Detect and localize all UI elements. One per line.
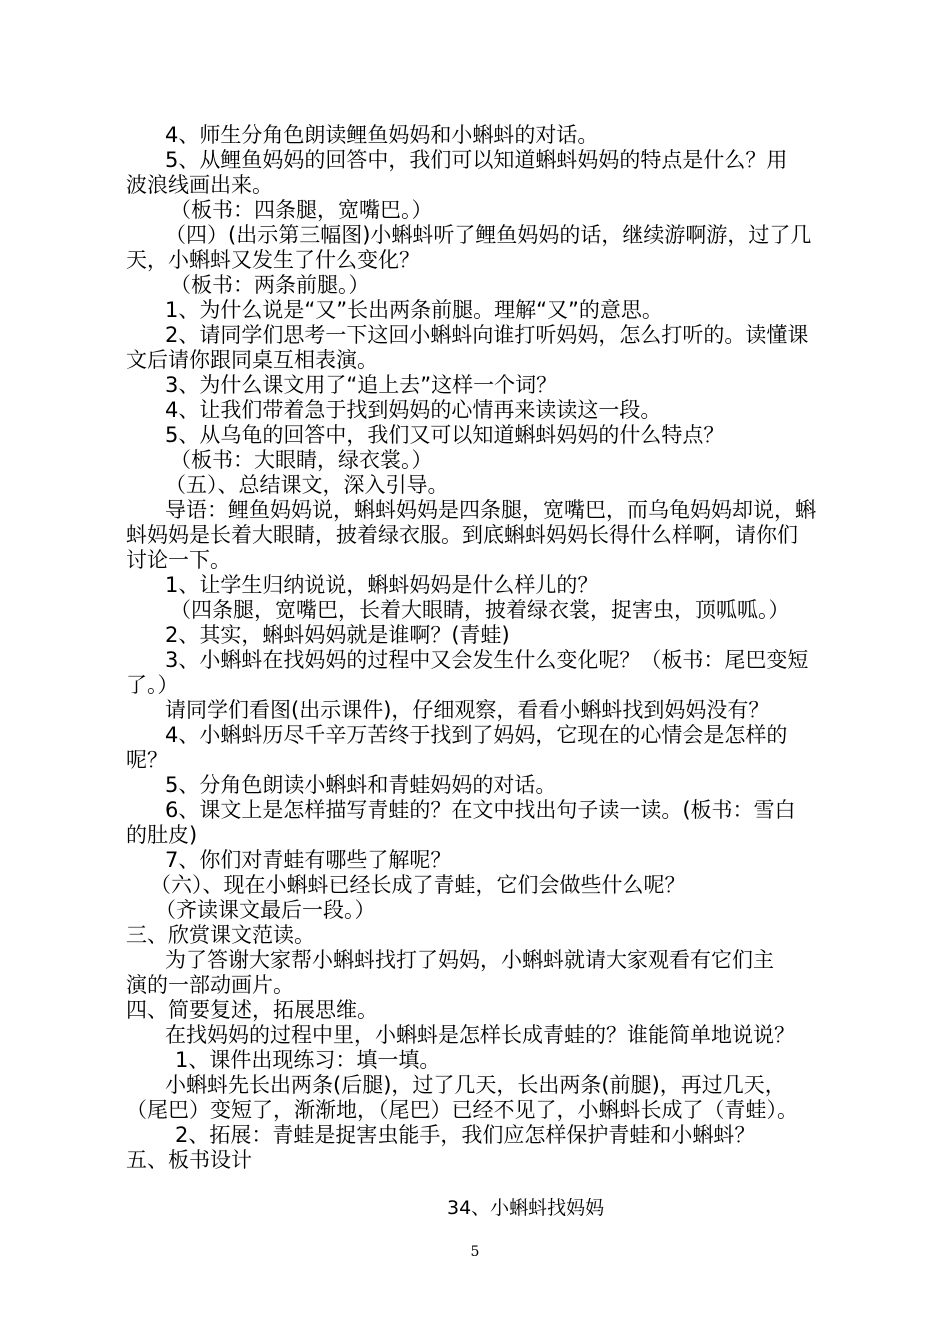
text-line: （板书：两条前腿。） [170, 273, 370, 297]
text-line: 7、你们对青蛙有哪些了解呢？ [165, 848, 452, 872]
text-line: 请同学们看图(出示课件)，仔细观察，看看小蝌蚪找到妈妈没有？ [165, 698, 770, 722]
board-design-title: 34、小蝌蚪找妈妈 [447, 1197, 605, 1219]
text-line: 3、小蝌蚪在找妈妈的过程中又会发生什么变化呢？（板书：尾巴变短 [165, 648, 809, 672]
text-line: 4、让我们带着急于找到妈妈的心情再来读读这一段。 [165, 398, 662, 422]
text-line: 导语：鲤鱼妈妈说，蝌蚪妈妈是四条腿，宽嘴巴，而乌龟妈妈却说，蝌 [165, 498, 816, 522]
text-line: （六）、现在小蝌蚪已经长成了青蛙，它们会做些什么呢？ [150, 873, 686, 897]
text-line: （板书：四条腿，宽嘴巴。） [170, 198, 433, 222]
text-line: 小蝌蚪先长出两条(后腿)，过了几天，长出两条(前腿)，再过几天， [165, 1073, 786, 1097]
text-line: 1、让学生归纳说说，蝌蚪妈妈是什么样儿的？ [165, 573, 599, 597]
text-line: 2、拓展：青蛙是捉害虫能手，我们应怎样保护青蛙和小蝌蚪？ [175, 1123, 756, 1147]
text-line: （齐读课文最后一段。） [155, 898, 376, 922]
text-line: 的肚皮) [126, 823, 198, 847]
text-line: 2、请同学们思考一下这回小蝌蚪向谁打听妈妈，怎么打听的。读懂课 [165, 323, 809, 347]
text-line: 1、课件出现练习：填一填。 [175, 1048, 441, 1072]
page-number: 5 [470, 1244, 480, 1260]
text-line: 3、为什么课文用了“追上去”这样一个词？ [165, 373, 558, 397]
text-line: 五、板书设计 [126, 1148, 252, 1172]
text-line: 5、分角色朗读小蝌蚪和青蛙妈妈的对话。 [165, 773, 557, 797]
text-line: 三、欣赏课文范读。 [126, 923, 315, 947]
text-line: 4、小蝌蚪历尽千辛万苦终于找到了妈妈，它现在的心情会是怎样的 [165, 723, 788, 747]
text-line: （四条腿，宽嘴巴，长着大眼睛，披着绿衣裳，捉害虫，顶呱呱。） [170, 598, 790, 622]
text-line: 4、师生分角色朗读鲤鱼妈妈和小蝌蚪的对话。 [165, 123, 599, 147]
text-line: （尾巴）变短了，渐渐地，（尾巴）已经不见了，小蝌蚪长成了（青蛙）。 [126, 1098, 798, 1122]
text-line: 蚪妈妈是长着大眼睛，披着绿衣服。到底蝌蚪妈妈长得什么样啊，请你们 [126, 523, 798, 547]
text-line: （四）(出示第三幅图)小蝌蚪听了鲤鱼妈妈的话，继续游啊游，过了几 [165, 223, 812, 247]
text-line: 5、从鲤鱼妈妈的回答中，我们可以知道蝌蚪妈妈的特点是什么？用 [165, 148, 788, 172]
text-line: 为了答谢大家帮小蝌蚪找打了妈妈，小蝌蚪就请大家观看有它们主 [165, 948, 774, 972]
text-line: 6、课文上是怎样描写青蛙的？在文中找出句子读一读。(板书：雪白 [165, 798, 796, 822]
text-line: 呢？ [126, 748, 168, 772]
text-line: 5、从乌龟的回答中，我们又可以知道蝌蚪妈妈的什么特点？ [165, 423, 725, 447]
text-line: 了。） [126, 673, 179, 697]
text-line: 在找妈妈的过程中里，小蝌蚪是怎样长成青蛙的？谁能简单地说说？ [165, 1023, 795, 1047]
text-line: 1、为什么说是“又”长出两条前腿。理解“又”的意思。 [165, 298, 663, 322]
text-line: 2、其实，蝌蚪妈妈就是谁啊？(青蛙) [165, 623, 510, 647]
text-line: 演的一部动画片。 [126, 973, 294, 997]
text-line: 波浪线画出来。 [126, 173, 273, 197]
text-line: 天，小蝌蚪又发生了什么变化？ [126, 248, 420, 272]
text-line: （板书：大眼睛，绿衣裳。） [170, 448, 433, 472]
text-line: （五）、总结课文，深入引导。 [165, 473, 449, 497]
text-line: 讨论一下。 [126, 548, 231, 572]
text-line: 四、简要复述，拓展思维。 [126, 998, 378, 1022]
text-line: 文后请你跟同桌互相表演。 [126, 348, 378, 372]
